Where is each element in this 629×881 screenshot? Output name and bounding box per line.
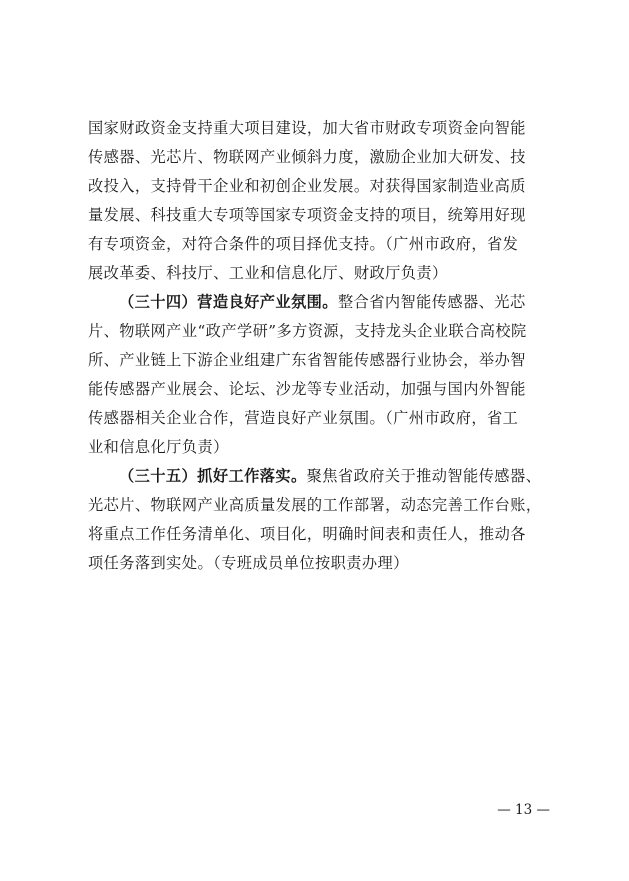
paragraph-line: 项任务落到实处。（专班成员单位按职责办理） (88, 554, 409, 572)
paragraph-work-implementation (88, 462, 550, 578)
page-number: — 13 — (497, 802, 550, 818)
paragraph-text: 聚焦省政府关于推动智能传感器、 (306, 467, 542, 485)
paragraph-first-line (88, 462, 550, 491)
paragraph-line: 所、产业链上下游企业组建广东省智能传感器行业协会，举办智 (88, 351, 526, 369)
paragraph-text: 整合省内智能传感器、光芯 (337, 293, 526, 311)
paragraph-line: 传感器相关企业合作，营造良好产业氛围。（广州市政府，省工 (88, 409, 519, 427)
paragraph-funding-support (88, 114, 550, 288)
paragraph-line: 国家财政资金支持重大项目建设，加大省市财政专项资金向智能 (88, 119, 526, 137)
paragraph-line: 片、物联网产业“政产学研”多方资源，支持龙头企业联合高校院 (88, 322, 527, 340)
paragraph-line: 有专项资金，对符合条件的项目择优支持。（广州市政府，省发 (88, 235, 519, 253)
paragraph-line: 改投入，支持骨干企业和初创企业发展。对获得国家制造业高质 (88, 177, 526, 195)
paragraph-industry-atmosphere (88, 288, 550, 462)
paragraph-line: 量发展、科技重大专项等国家专项资金支持的项目，统筹用好现 (88, 206, 526, 224)
paragraph-line: 能传感器产业展会、论坛、沙龙等专业活动，加强与国内外智能 (88, 380, 526, 398)
paragraph-first-line (88, 288, 550, 317)
paragraph-line: 光芯片、物联网产业高质量发展的工作部署，动态完善工作台账， (88, 496, 542, 514)
paragraph-line: 传感器、光芯片、物联网产业倾斜力度，激励企业加大研发、技 (88, 148, 526, 166)
section-heading-35: （三十五）抓好工作落实。 (119, 467, 307, 485)
document-body (88, 114, 550, 578)
paragraph-line: 业和信息化厅负责） (88, 438, 229, 456)
section-heading-34: （三十四）营造良好产业氛围。 (119, 293, 338, 311)
paragraph-line: 将重点工作任务清单化、项目化，明确时间表和责任人，推动各 (88, 525, 526, 543)
paragraph-line: 展改革委、科技厅、工业和信息化厅、财政厅负责） (88, 264, 448, 282)
